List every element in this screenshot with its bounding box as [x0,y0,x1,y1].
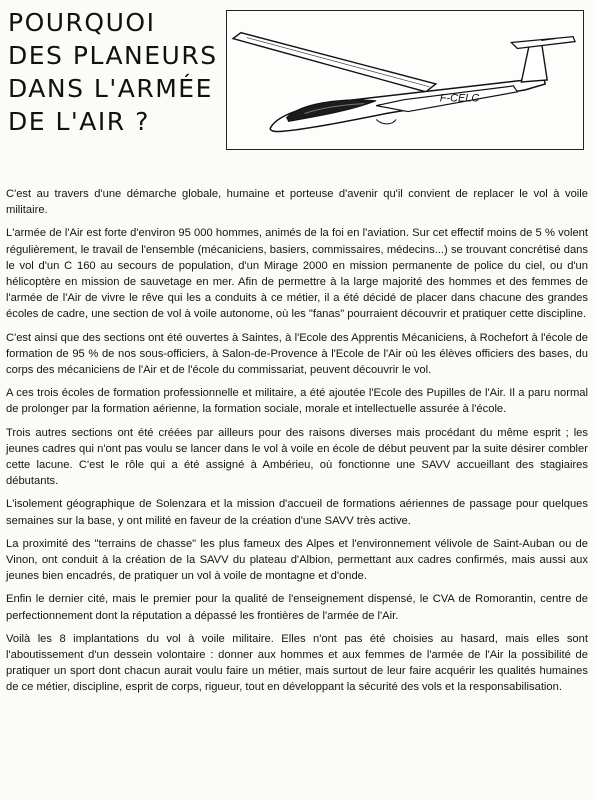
paragraph-romorantin: Enfin le dernier cité, mais le premier pour la qualité de l'enseignement dispensé, le CVA de Romorantin, centre de perfectionnement dont la réputation a dépassé les frontières de l'armée de l'Air. [6,593,588,622]
paragraph-sections: C'est ainsi que des sections ont été ouvertes à Saintes, à l'Ecole des Apprentis Mécaniciens, à Rochefort à l'école de formation de 95 % de nos sous-officiers, à Salon-de-Provence à l'Ecole de l'Air où les élèves officiers des bases, du corps des mécaniciens de l'Air et de l'école du commissariat, peuvent découvrir le vol. [6,331,588,377]
title-line-3: DANS L'ARMÉE [8,74,213,103]
title-line-1: POURQUOI [8,8,156,37]
paragraph-conclusion: Voilà les 8 implantations du vol à voile militaire. Elles n'ont pas été choisies au hasard, mais elles sont l'aboutissement d'un dessein volontaire : donner aux hommes et aux femmes de l'armée de l'Air la possibilité de pratiquer un sport dont chacun aurait voulu faire un métier, mais surtout de leur faire acquérir les qualités humaines de ce métier, discipline, esprit de corps, rigueur, tout en développant la sécurité des vols et la responsabilisation. [6,632,588,694]
paragraph-albion: La proximité des "terrains de chasse" les plus fameux des Alpes et l'environnement vélivole de Saint-Auban ou de Vinon, ont conduit à la création de la SAVV du plateau d'Albion, permettant aux cadres confirmés, mais aussi aux jeunes bien encadrés, de pratiquer un vol à voile de montagne et d'onde. [6,537,588,583]
glider-registration: F-CELC [439,92,480,105]
glider-illustration [226,10,584,150]
title-line-4: DE L'AIR ? [8,107,150,136]
glider-icon [227,11,583,149]
paragraph-effectif: L'armée de l'Air est forte d'environ 95 000 hommes, animés de la foi en l'aviation. Sur cet effectif moins de 5 % volent régulièrement, le travail de l'ensemble (mécaniciens, basiers, commissaires, médecins...) se trouvant concrétisé dans le vol d'un C 160 au secours de population, d'un Mirage 2000 en mission permanente de police du ciel, ou d'un hélicoptère en mission de sauvetage en mer. Afin de permettre à la large majorité des hommes et des femmes de l'armée de l'Air de vivre le rêve qui les a conduits à ce métier, il a été décidé de placer dans chacune des grandes écoles de cadre, une section de vol à voile autonome, où les "fanas" pourraient découvrir et pratiquer cette discipline. [6,227,588,321]
paragraph-solenzara: L'isolement géographique de Solenzara et la mission d'accueil de formations aériennes de passage pour quelques semaines sur la base, y ont milité en faveur de la création d'une SAVV très active. [6,498,588,527]
paragraph-pupilles: A ces trois écoles de formation professionnelle et militaire, a été ajoutée l'Ecole des Pupilles de l'Air. Il a paru normal de prolonger par la formation aérienne, la formation sociale, morale et intellectuelle assurée à l'école. [6,387,588,416]
paragraph-trois-sections: Trois autres sections ont été créées par ailleurs pour des raisons diverses mais procédant du même esprit ; les jeunes cadres qui n'ont pas voulu se lancer dans le vol à voile en école de début peuvent par la suite désirer combler cette lacune. C'est le rôle qui a été assigné à Ambérieu, où fonctionne une SAVV accueillant des stagiaires débutants. [6,426,588,488]
article-body [6,186,588,703]
title-line-2: DES PLANEURS [8,41,218,70]
article-title [8,6,218,138]
paragraph-intro: C'est au travers d'une démarche globale, humaine et porteuse d'avenir qu'il convient de replacer le vol à voile militaire. [6,188,588,217]
